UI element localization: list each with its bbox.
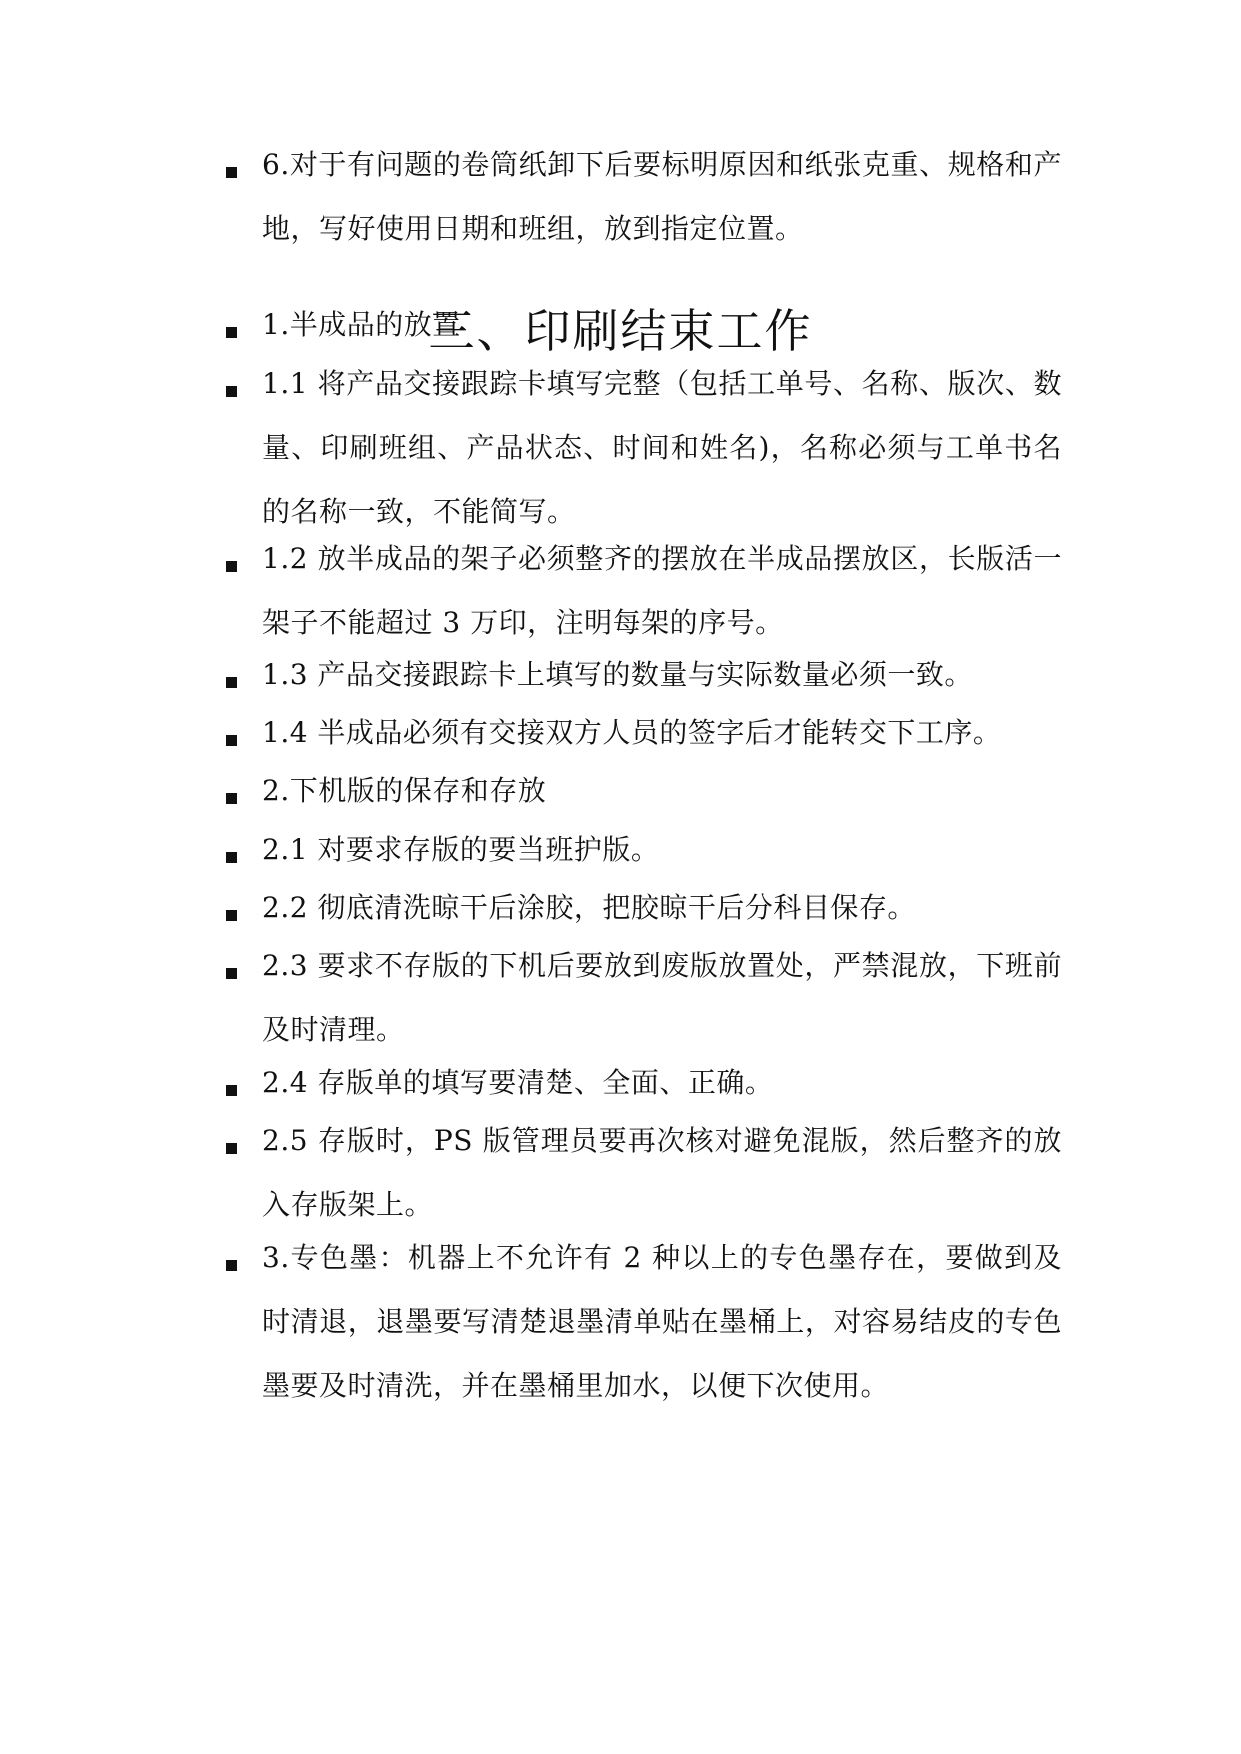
square-bullet-icon — [226, 735, 237, 746]
list-item-text: 2.1 对要求存版的要当班护版。 — [262, 833, 660, 866]
list-item-text: 2.下机版的保存和存放 — [262, 774, 547, 807]
list-item-text: 1.4 半成品必须有交接双方人员的签字后才能转交下工序。 — [262, 716, 1002, 749]
square-bullet-icon — [226, 968, 237, 979]
square-bullet-icon — [226, 793, 237, 804]
square-bullet-icon — [226, 677, 237, 688]
list-item-text: 6.对于有问题的卷筒纸卸下后要标明原因和纸张克重、规格和产地，写好使用日期和班组，放到指定位置。 — [262, 148, 1062, 245]
list-item-text: 1.2 放半成品的架子必须整齐的摆放在半成品摆放区，长版活一架子不能超过 3 万印，注明每架的序号。 — [262, 542, 1062, 639]
square-bullet-icon — [226, 1085, 237, 1096]
square-bullet-icon — [226, 327, 237, 338]
square-bullet-icon — [226, 167, 237, 178]
list-item-text: 1.1 将产品交接跟踪卡填写完整（包括工单号、名称、版次、数量、印刷班组、产品状态、时间和姓名)，名称必须与工单书名的名称一致，不能简写。 — [262, 367, 1062, 528]
section-heading: 三、印刷结束工作 — [428, 303, 813, 358]
square-bullet-icon — [226, 852, 237, 863]
list-item-text: 1.半成品的放置 — [262, 308, 461, 341]
square-bullet-icon — [226, 561, 237, 572]
list-item-text: 1.3 产品交接跟踪卡上填写的数量与实际数量必须一致。 — [262, 658, 973, 691]
list-item-text: 2.5 存版时，PS 版管理员要再次核对避免混版，然后整齐的放入存版架上。 — [262, 1124, 1062, 1221]
square-bullet-icon — [226, 910, 237, 921]
list-item-text: 2.2 彻底清洗晾干后涂胶，把胶晾干后分科目保存。 — [262, 891, 916, 924]
square-bullet-icon — [226, 1143, 237, 1154]
square-bullet-icon — [226, 1260, 237, 1271]
list-item-text: 2.4 存版单的填写要清楚、全面、正确。 — [262, 1066, 774, 1099]
list-item-text: 3.专色墨：机器上不允许有 2 种以上的专色墨存在，要做到及时清退，退墨要写清楚退墨清单贴在墨桶上，对容易结皮的专色墨要及时清洗，并在墨桶里加水，以便下次使用。 — [262, 1241, 1062, 1402]
square-bullet-icon — [226, 386, 237, 397]
list-item-text: 2.3 要求不存版的下机后要放到废版放置处，严禁混放，下班前及时清理。 — [262, 949, 1062, 1046]
